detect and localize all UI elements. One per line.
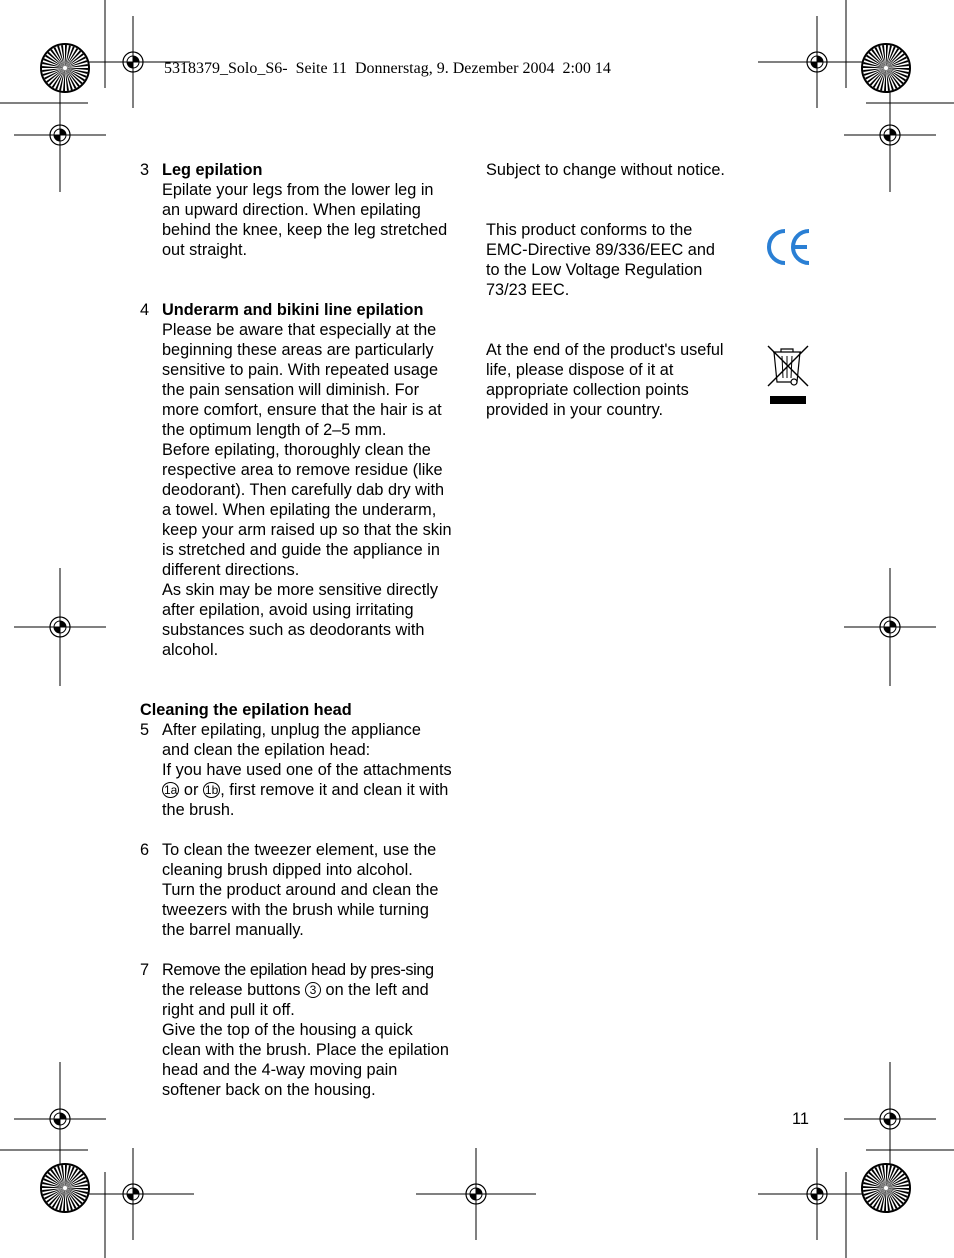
step-3-leg-epilation: [140, 160, 466, 260]
reference-circle-1b: 1b: [204, 783, 219, 797]
page-number: 11: [792, 1110, 809, 1128]
body-line: is stretched and guide the appliance in: [162, 541, 440, 559]
body-line: [162, 780, 466, 800]
crossed-bin-icon: [764, 340, 812, 408]
body-line: This product conforms to the: [486, 221, 693, 239]
step-5-unplug-clean: [140, 720, 466, 820]
step-number: 3: [140, 161, 150, 179]
starburst-target-icon: [41, 44, 89, 92]
body-line: cleaning brush dipped into alcohol.: [162, 861, 413, 879]
body-line: provided in your country.: [486, 401, 664, 419]
inline-text: the release buttons: [162, 981, 306, 999]
step-title: Underarm and bikini line epilation: [162, 301, 424, 319]
right-column: [486, 160, 756, 420]
section-heading-cleaning: Cleaning the epilation head: [140, 701, 352, 719]
body-line: respective area to remove residue (like: [162, 461, 443, 479]
body-line: keep your arm raised up so that the skin: [162, 521, 452, 539]
body-line: and clean the epilation head:: [162, 741, 371, 759]
body-line: behind the knee, keep the leg stretched: [162, 221, 448, 239]
body-line: To clean the tweezer element, use the: [162, 841, 437, 859]
body-line: If you have used one of the attachments: [162, 761, 452, 779]
step-number: 7: [140, 961, 150, 979]
step-number: 4: [140, 301, 150, 319]
step-6-tweezer-clean: [140, 840, 466, 940]
starburst-target-icon: [862, 44, 910, 92]
body-line: After epilating, unplug the appliance: [162, 721, 421, 739]
body-line: the brush.: [162, 801, 235, 819]
body-line: substances such as deodorants with: [162, 621, 425, 639]
body-line: Give the top of the housing a quick: [162, 1021, 413, 1039]
body-line: 73/23 EEC.: [486, 281, 570, 299]
body-line: a towel. When epilating the underarm,: [162, 501, 437, 519]
step-title: Leg epilation: [162, 161, 263, 179]
starburst-target-icon: [41, 1164, 89, 1212]
body-line: deodorant). Then carefully dab dry with: [162, 481, 445, 499]
body-line: softener back on the housing.: [162, 1081, 376, 1099]
body-line: appropriate collection points: [486, 381, 689, 399]
body-line: to the Low Voltage Regulation: [486, 261, 703, 279]
inline-text: , first remove it and clean it with: [220, 781, 449, 799]
step-4-underarm-bikini: [140, 300, 466, 660]
inline-text: or: [179, 781, 203, 799]
body-line: the barrel manually.: [162, 921, 304, 939]
body-line: an upward direction. When epilating: [162, 201, 421, 219]
disposal-text: [486, 340, 756, 420]
body-line: Please be aware that especially at the: [162, 321, 437, 339]
body-line: head and the 4-way moving pain: [162, 1061, 398, 1079]
ce-mark-icon: [764, 226, 814, 268]
body-line: tweezers with the brush while turning: [162, 901, 429, 919]
body-line: the optimum length of 2–5 mm.: [162, 421, 387, 439]
body-line: At the end of the product's useful: [486, 341, 724, 359]
reference-circle-3: 3: [305, 982, 321, 998]
step-number: 6: [140, 841, 150, 859]
body-line: life, please dispose of it at: [486, 361, 674, 379]
body-line: Epilate your legs from the lower leg in: [162, 181, 434, 199]
body-line: [162, 980, 466, 1000]
body-line: Remove the epilation head by pres-sing: [162, 961, 434, 979]
body-line: As skin may be more sensitive directly: [162, 581, 438, 599]
reference-circle-1a: 1a: [164, 783, 178, 797]
body-line: the pain sensation will diminish. For: [162, 381, 420, 399]
body-line: different directions.: [162, 561, 300, 579]
body-line: after epilation, avoid using irritating: [162, 601, 414, 619]
body-line: right and pull it off.: [162, 1001, 295, 1019]
file-header-line: 5318379_Solo_S6- Seite 11 Donnerstag, 9. Dezember 2004 2:00 14: [164, 60, 611, 77]
emc-conformity-text: [486, 220, 756, 300]
step-number: 5: [140, 721, 150, 739]
body-line: sensitive to pain. With repeated usage: [162, 361, 439, 379]
body-line: Before epilating, thoroughly clean the: [162, 441, 431, 459]
body-line: alcohol.: [162, 641, 219, 659]
step-7-remove-head: [140, 960, 466, 1100]
body-line: more comfort, ensure that the hair is at: [162, 401, 442, 419]
body-line: Turn the product around and clean the: [162, 881, 439, 899]
starburst-target-icon: [862, 1164, 910, 1212]
inline-text: on the left and: [321, 981, 429, 999]
body-line: EMC-Directive 89/336/EEC and: [486, 241, 715, 259]
body-line: out straight.: [162, 241, 248, 259]
left-column: [140, 160, 466, 1100]
body-line: clean with the brush. Place the epilation: [162, 1041, 449, 1059]
body-line: beginning these areas are particularly: [162, 341, 434, 359]
change-notice: Subject to change without notice.: [486, 161, 725, 179]
